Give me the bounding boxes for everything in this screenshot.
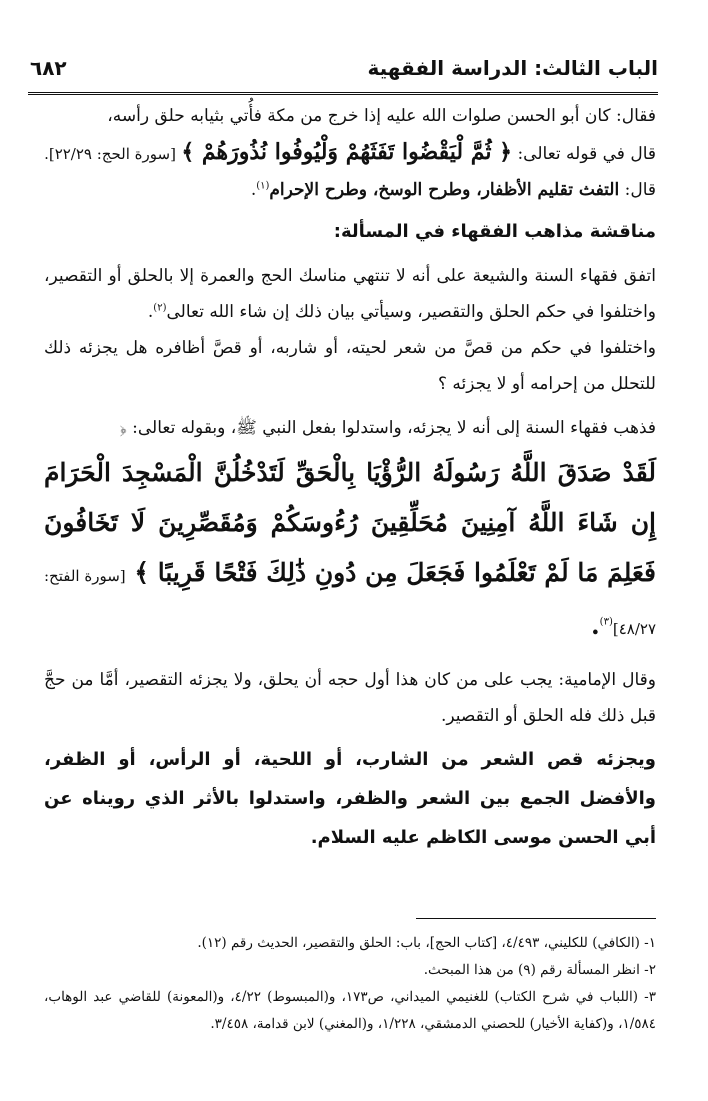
paragraph-tafath: قال: التفث تقليم الأظفار، وطرح الوسخ، وطرح الإحرام$^{(١)}$. [250, 180, 656, 200]
paragraph-verse-hajj [44, 134, 656, 172]
paragraph-disagreement: واختلفوا في حكم من قصَّ من شعر لحيته، أو شاربه، أو قصَّ أظافره هل يجزئه ذلك للتحلل من إحرامه أو لا يجزئه ؟ [44, 338, 656, 394]
said-label: قال: [624, 180, 656, 200]
footnotes [44, 930, 656, 1038]
page-number: ٦٨٢ [30, 56, 67, 80]
chapter-title: الباب الثالث: الدراسة الفقهية [367, 56, 658, 80]
footnote-ref-2[interactable]: (٢) [153, 302, 167, 314]
verse-source-hajj: [سورة الحج: ٢٢/٢٩]. [44, 145, 176, 163]
agreement-text: اتفق فقهاء السنة والشيعة على أنه لا تنتهي مناسك الحج والعمرة إلا بالحلق أو التقصير، واختلفوا في حكم الحلق والتقصير، وسيأتي بيان ذلك إن شاء الله تعالى [44, 266, 656, 322]
paragraph-sufficiency: ويجزئه قص الشعر من الشارب، أو اللحية، أو الرأس، أو الظفر، والأفضل الجمع بين الشعر والظفر، واستدلوا بالأثر الذي رويناه عن أبي الحسن موسى الكاظم عليه السلام. [44, 749, 656, 848]
main-text [44, 98, 656, 857]
quran-verse-hajj: ﴿ ثُمَّ لْيَقْضُوا تَفَثَهُمْ وَلْيُوفُوا نُذُورَهُمْ ﴾ [181, 139, 513, 165]
header-divider [28, 92, 658, 95]
tafath-definition: التفث تقليم الأظفار، وطرح الوسخ، وطرح الإحرام [269, 180, 620, 200]
verse-intro: قال في قوله تعالى: [517, 144, 656, 164]
section-heading: مناقشة مذاهب الفقهاء في المسألة: [333, 221, 656, 242]
paragraph-sunni-view: فذهب فقهاء السنة إلى أنه لا يجزئه، واستدلوا بفعل النبي ﷺ، وبقوله تعالى: ﴿ [119, 418, 656, 438]
paragraph-agreement: اتفق فقهاء السنة والشيعة على أنه لا تنتهي مناسك الحج والعمرة إلا بالحلق أو التقصير، واختلفوا في حكم الحلق والتقصير، وسيأتي بيان ذلك إن شاء الله تعالى$^{(٢)}$. [44, 266, 656, 322]
paragraph-imamiyya-view: وقال الإمامية: يجب على من كان هذا أول حجه أن يحلق، ولا يجزئه التقصير، أمَّا من حجَّ قبل ذلك فله الحلق أو التقصير. [44, 670, 656, 726]
footnote-divider [416, 918, 656, 919]
footnote-2: ٢- انظر المسألة رقم (٩) من هذا المبحث. [423, 962, 656, 978]
footnote-ref-3[interactable]: (٣) [599, 616, 613, 628]
footnote-1: ١- (الكافي) للكليني، ٤/٤٩٣، [كتاب الحج]، باب: الحلق والتقصير، الحديث رقم (١٢). [197, 935, 656, 951]
page-header [28, 52, 658, 92]
footnote-3: ٣- (اللباب في شرح الكتاب) للغنيمي الميداني، ص١٧٣، و(المبسوط) ٤/٢٢، و(المعونة) للقاضي عبد الوهاب، ١/٥٨٤، و(كفاية الأخيار) للحصني الدمشقي، ١/٢٢٨، و(المغني) لابن قدامة، ٣/٤٥٨. [44, 989, 657, 1032]
quran-verse-fath: لَقَدْ صَدَقَ اللَّهُ رَسُولَهُ الرُّؤْيَا بِالْحَقِّ لَتَدْخُلُنَّ الْمَسْجِدَ الْحَرَامَ إِن شَاءَ اللَّهُ آمِنِينَ مُحَلِّقِينَ رُءُوسَكُمْ وَمُقَصِّرِينَ لَا تَخَافُونَ فَعَلِمَ مَا لَمْ تَعْلَمُوا فَجَعَلَ مِن دُونِ ذَٰلِكَ فَتْحًا قَرِيبًا ﴾ [سورة الفتح: ٤٨/٢٧]$^{(٣)}$. [44, 458, 656, 640]
verse-source-fath: [سورة الفتح: ٤٨/٢٧] [44, 567, 656, 638]
footnote-ref-1[interactable]: (١) [256, 180, 270, 192]
paragraph-narration: فقال: كان أبو الحسن صلوات الله عليه إذا خرج من مكة فأُتي بثيابه حلق رأسه، [107, 106, 656, 126]
quran-verse-fath-text: لَقَدْ صَدَقَ اللَّهُ رَسُولَهُ الرُّؤْيَا بِالْحَقِّ لَتَدْخُلُنَّ الْمَسْجِدَ الْحَرَامَ إِن شَاءَ اللَّهُ آمِنِينَ مُحَلِّقِينَ رُءُوسَكُمْ وَمُقَصِّرِينَ لَا تَخَافُونَ فَعَلِمَ مَا لَمْ تَعْلَمُوا فَجَعَلَ مِن دُونِ ذَٰلِكَ فَتْحًا قَرِيبًا ﴾ [44, 458, 656, 587]
